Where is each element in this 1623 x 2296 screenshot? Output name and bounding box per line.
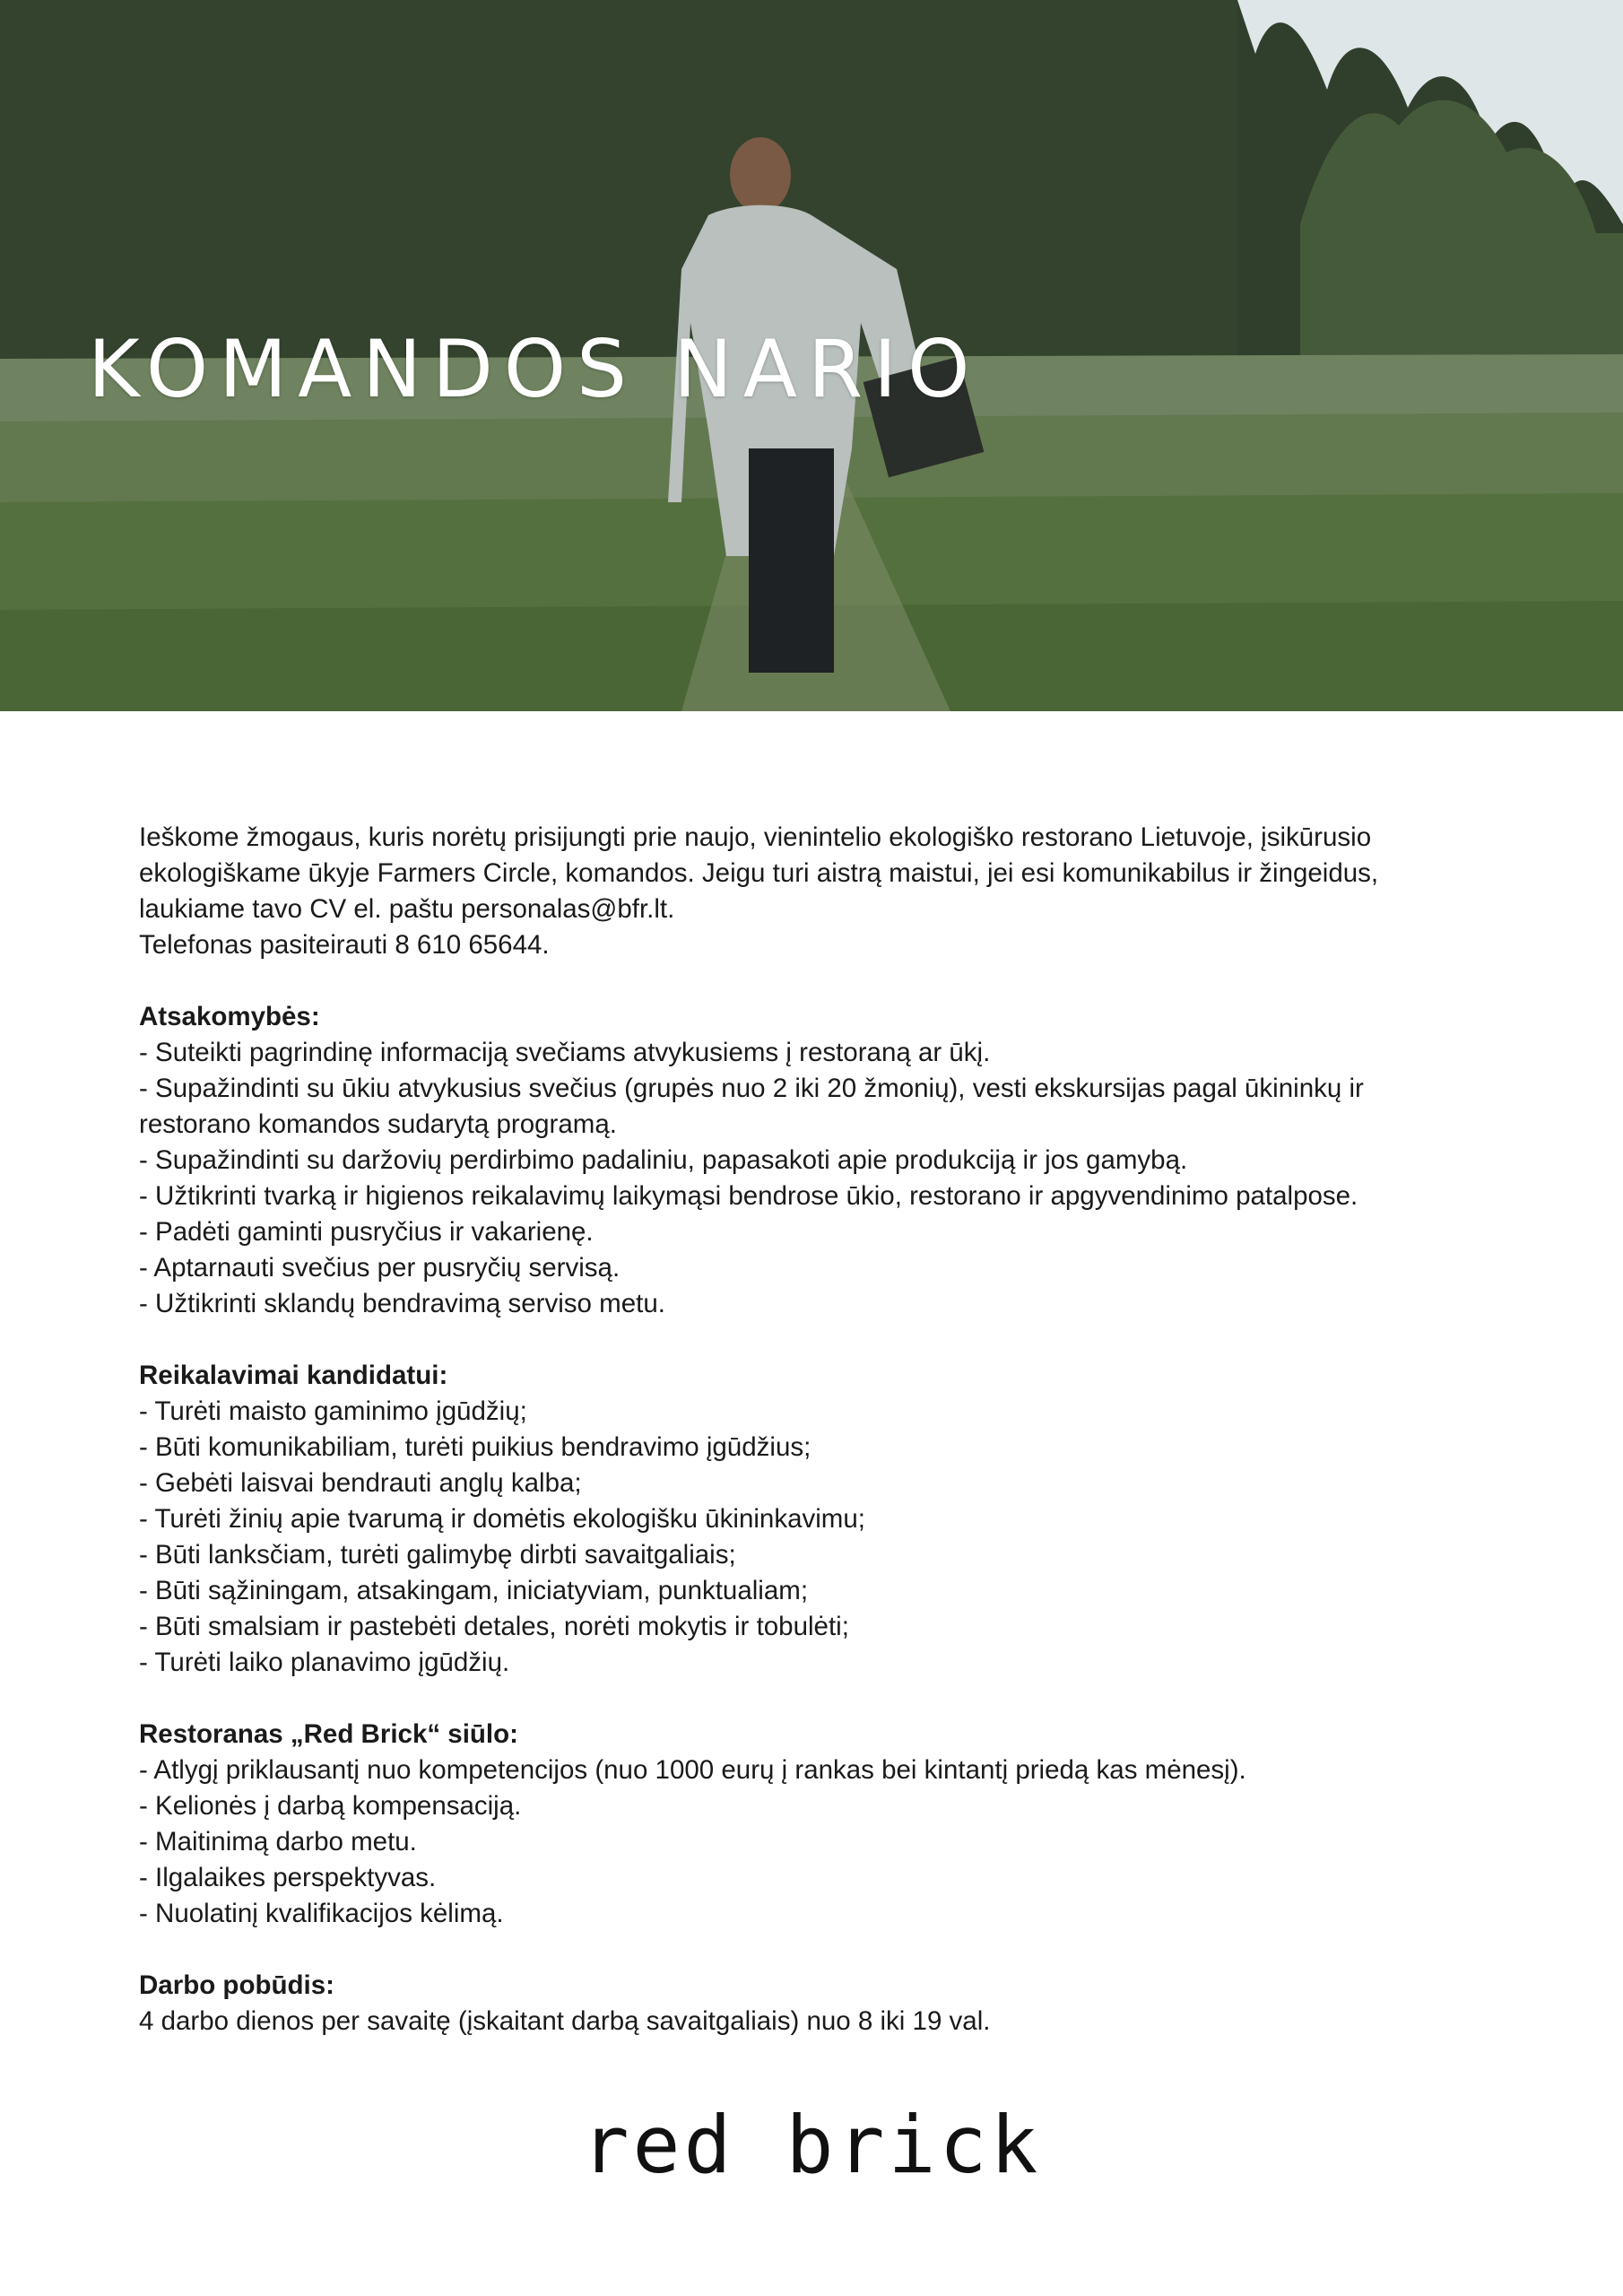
responsibility-item: - Padėti gaminti pusryčius ir vakarienę. (139, 1217, 594, 1247)
offer-item: - Nuolatinį kvalifikacijos kėlimą. (139, 1899, 504, 1928)
hero-photo (0, 0, 1623, 711)
offer-heading: Restoranas „Red Brick“ siūlo: (139, 1719, 518, 1749)
requirement-item: - Būti komunikabiliam, turėti puikius bendravimo įgūdžius; (139, 1432, 812, 1462)
requirement-item: - Turėti laiko planavimo įgūdžių. (139, 1648, 510, 1677)
offer-item: - Atlygį priklausantį nuo kompetencijos (nuo 1000 eurų į rankas bei kintantį priedą kas mėnesį). (139, 1755, 1246, 1785)
requirements-heading: Reikalavimai kandidatui: (139, 1361, 448, 1390)
work-heading: Darbo pobūdis: (139, 1970, 334, 2000)
requirement-item: - Turėti žinių apie tvarumą ir domėtis ekologišku ūkininkavimu; (139, 1504, 865, 1534)
intro-line: laukiame tavo CV el. paštu personalas@bfr.lt. (139, 894, 675, 924)
offer-item: - Maitinimą darbo metu. (139, 1827, 417, 1857)
intro-line: Ieškome žmogaus, kuris norėtų prisijungti prie naujo, vienintelio ekologiško restorano Lietuvoje, įsikūrusio (139, 822, 1372, 852)
intro-line: ekologiškame ūkyje Farmers Circle, komandos. Jeigu turi aistrą maistui, jei esi komunikabilus ir žingeidus, (139, 858, 1379, 888)
responsibility-item: - Supažindinti su daržovių perdirbimo padaliniu, papasakoti apie produkciją ir jos gamybą. (139, 1145, 1188, 1175)
responsibilities-heading: Atsakomybės: (139, 1002, 320, 1031)
offer-item: - Kelionės į darbą kompensaciją. (139, 1791, 522, 1821)
offer-item: - Ilgalaikes perspektyvas. (139, 1863, 437, 1892)
hero-title: KOMANDOS NARIO (88, 323, 981, 415)
work-item: 4 darbo dienos per savaitę (įskaitant darbą savaitgaliais) nuo 8 iki 19 val. (139, 2006, 991, 2036)
requirement-item: - Būti smalsiam ir pastebėti detales, norėti mokytis ir tobulėti; (139, 1612, 849, 1641)
requirement-item: - Būti lanksčiam, turėti galimybę dirbti savaitgaliais; (139, 1540, 736, 1570)
intro-phone-line: Telefonas pasiteirauti 8 610 65644. (139, 930, 550, 960)
requirement-item: - Gebėti laisvai bendrauti anglų kalba; (139, 1468, 582, 1498)
responsibility-item: - Supažindinti su ūkiu atvykusius svečius (grupės nuo 2 iki 20 žmonių), vesti ekskursijas pagal ūkininkų ir (139, 1074, 1364, 1103)
requirement-item: - Būti sąžiningam, atsakingam, iniciatyviam, punktualiam; (139, 1576, 809, 1605)
responsibility-item: - Suteikti pagrindinę informaciją svečiams atvykusiems į restoraną ar ūkį. (139, 1038, 991, 1067)
job-description (139, 820, 1484, 2039)
responsibility-item: - Užtikrinti sklandų bendravimą serviso metu. (139, 1289, 665, 1318)
red-brick-logo: red brick (581, 2099, 1042, 2191)
responsibility-item: - Užtikrinti tvarką ir higienos reikalavimų laikymąsi bendrose ūkio, restorano ir apgyvendinimo patalpose. (139, 1181, 1358, 1211)
responsibility-item: - Aptarnauti svečius per pusryčių servisą. (139, 1253, 621, 1283)
responsibility-item: restorano komandos sudarytą programą. (139, 1109, 617, 1139)
requirement-item: - Turėti maisto gaminimo įgūdžių; (139, 1396, 527, 1426)
